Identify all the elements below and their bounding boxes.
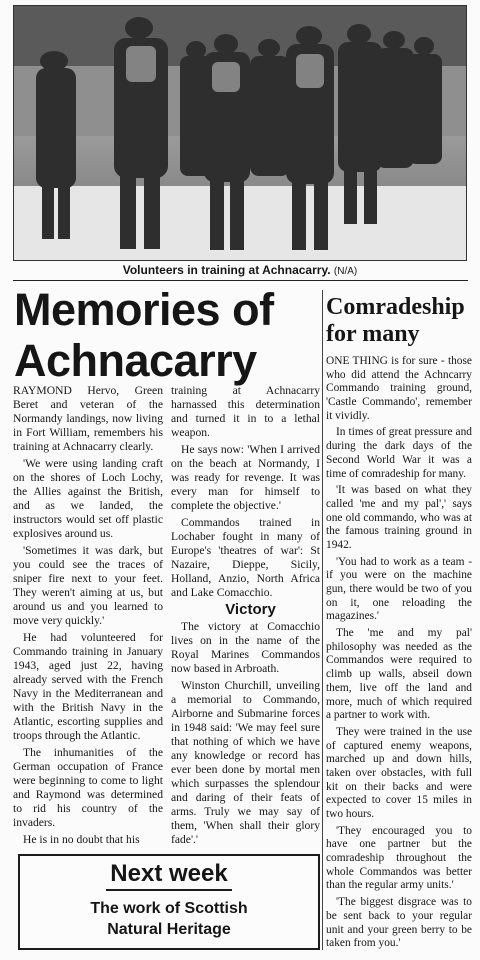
paragraph: He had volunteered for Commando training in January 1943, aged just 22, having already served with the French Navy in the Mediterranean and with the British Navy in the Atlantic, escorting supplies and troops through the Atlantic. bbox=[13, 631, 163, 742]
caption-divider bbox=[13, 280, 468, 281]
paragraph: He says now: 'When I arrived on the beach at Normandy, I was ready for revenge. It was every man for himself to complete the objective.' bbox=[171, 443, 320, 512]
paragraph: Commandos trained in Lochaber fought in many of Europe's 'theatres of war': St Nazaire, Dieppe, Sicily, Holland, Anzio, North Africa and Lake Comacchio. bbox=[171, 516, 320, 599]
paragraph: 'The biggest disgrace was to be sent back to your regular unit and your green berry to be taken from you.' bbox=[326, 896, 472, 950]
paragraph: They were trained in the use of captured enemy weapons, marched up and down hills, taken over obstacles, with full kit on their backs and were expected to cover 15 miles in two hours. bbox=[326, 725, 472, 820]
next-week-line-2: Natural Heritage bbox=[107, 921, 231, 938]
next-week-box bbox=[18, 854, 320, 950]
paragraph: RAYMOND Hervo, Green Beret and veteran of the Normandy landings, now living in Fort William, remembers his training at Achnacarry clearly. bbox=[13, 384, 163, 453]
next-week-line-1: The work of Scottish bbox=[90, 900, 248, 917]
headline-line-2: Achnacarry bbox=[14, 335, 257, 386]
sidebar-title-line-2: for many bbox=[326, 321, 420, 347]
paragraph: He is in no doubt that his bbox=[23, 833, 140, 846]
paragraph: The inhumanities of the German occupation of France were beginning to come to light and Raymond was determined to rid his country of the invaders. bbox=[13, 746, 163, 829]
training-photo bbox=[13, 5, 467, 261]
caption-text: Volunteers in training at Achnacarry. bbox=[122, 263, 331, 277]
paragraph: The victory at Comacchio lives on in the name of the Royal Marines Commandos now based in Arbroath. bbox=[171, 620, 320, 675]
paragraph: In times of great pressure and during the dark days of the Second World War it was a time of comradeship for many. bbox=[326, 426, 472, 480]
paragraph: 'We were using landing craft on the shores of Loch Lochy, the Allies against the British, and as we landed, the instructors would set off plastic explosives around us. bbox=[13, 457, 163, 540]
article-column-1 bbox=[13, 384, 163, 850]
paragraph: ONE THING is for sure - those who did attend the Achncarry Commando training ground, 'Castle Commando', remember it vividly. bbox=[326, 355, 472, 422]
headline bbox=[14, 284, 320, 386]
paragraph: training at Achnacarry harnassed this determination and turned it in to a lethal weapon. bbox=[171, 384, 320, 439]
paragraph: The 'me and my pal' philosophy was needed as the Commandos were required to climb up walls, abseil down them, live off the land and more, much of which required a partner to work with. bbox=[326, 627, 472, 722]
sidebar-title bbox=[326, 294, 476, 348]
paragraph: 'It was based on what they called 'me and my pal',' says one old commando, who was at the famous training ground in 1942. bbox=[326, 484, 472, 551]
photo-scene bbox=[14, 6, 466, 260]
photo-caption bbox=[0, 263, 480, 277]
column-divider bbox=[322, 290, 323, 950]
paragraph: 'They encouraged you to have one partner but the comradeship throughout the whole Commandos was better than the regular army units.' bbox=[326, 824, 472, 892]
next-week-text bbox=[20, 898, 318, 940]
paragraph: Winston Churchill, unveiling a memorial to Commando, Airborne and Submarine forces in 1948 said: 'We may feel sure that nothing of which we have any knowledge or record has ever been done by mortal men which surpasses the splendour and daring of their feats of arms. Truly we may say of them, 'When shall their glory fade'.' bbox=[171, 679, 320, 846]
paragraph: 'You had to work as a team - if you were on the machine gun, there would be two of you on it, one reloading the magazines.' bbox=[326, 555, 472, 623]
sidebar-column bbox=[326, 355, 472, 954]
headline-line-1: Memories of bbox=[14, 284, 274, 335]
caption-credit: (N/A) bbox=[333, 266, 358, 277]
next-week-title: Next week bbox=[106, 860, 231, 891]
article-column-2 bbox=[171, 384, 320, 850]
paragraph: 'Sometimes it was dark, but you could see the traces of sniper fire next to your feet. They weren't aiming at us, but around us and you learned to move very quickly.' bbox=[13, 544, 163, 627]
victory-heading: Victory bbox=[225, 601, 276, 618]
sidebar-title-line-1: Comradeship bbox=[326, 294, 465, 320]
